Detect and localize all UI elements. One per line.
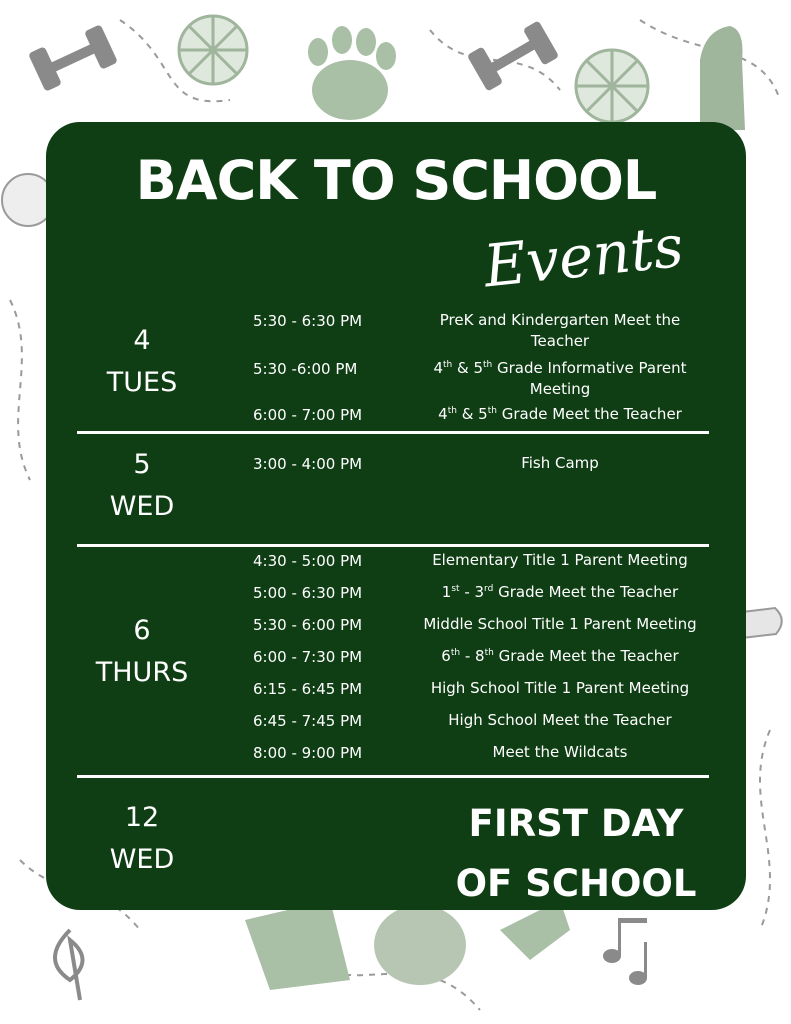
- event-time: 6:00 - 7:00 PM: [253, 406, 363, 424]
- page-subtitle: Events: [480, 211, 687, 301]
- event-time: 3:00 - 4:00 PM: [253, 455, 363, 473]
- treble-clef-icon: [55, 930, 83, 1000]
- event-name: High School Meet the Teacher: [448, 711, 672, 729]
- divider: [77, 775, 709, 778]
- event-time: 5:30 -6:00 PM: [253, 360, 358, 378]
- day-number: 12: [124, 802, 160, 833]
- event-name: Meet the Wildcats: [492, 743, 628, 761]
- dumbbell-icon: [467, 20, 560, 91]
- music-notes-icon: [603, 918, 647, 985]
- event-name: 1st - 3rd Grade Meet the Teacher: [441, 583, 679, 601]
- day-of-week: TUES: [106, 367, 178, 398]
- event-name: 4th & 5th Grade Meet the Teacher: [438, 405, 682, 423]
- divider: [77, 431, 709, 434]
- event-name: Elementary Title 1 Parent Meeting: [432, 551, 688, 569]
- event-name: Fish Camp: [521, 454, 599, 472]
- pom-pom-icon: [576, 50, 648, 122]
- event-name: 6th - 8th Grade Meet the Teacher: [441, 647, 679, 665]
- first-day-headline: [426, 794, 726, 914]
- event-time: 5:00 - 6:30 PM: [253, 584, 363, 602]
- megaphone-icon: [245, 900, 350, 990]
- first-day-line-2: OF SCHOOL: [455, 862, 697, 905]
- event-time: 4:30 - 5:00 PM: [253, 552, 363, 570]
- day-number: 6: [133, 615, 151, 646]
- pom-pom-icon: [179, 16, 247, 84]
- event-name: Middle School Title 1 Parent Meeting: [423, 615, 697, 633]
- events-card: [46, 122, 746, 910]
- football-cleat-icon: [742, 608, 782, 638]
- event-time: 6:45 - 7:45 PM: [253, 712, 363, 730]
- event-time: 6:00 - 7:30 PM: [253, 648, 363, 666]
- dumbbell-icon: [28, 24, 118, 92]
- event-time: 6:15 - 6:45 PM: [253, 680, 363, 698]
- wildcat-mascot-icon: [374, 905, 466, 985]
- event-name: PreK and Kindergarten Meet the Teacher: [439, 311, 681, 350]
- divider: [77, 544, 709, 547]
- day-of-week: WED: [109, 844, 175, 875]
- day-number: 5: [133, 449, 151, 480]
- day-number: 4: [133, 325, 151, 356]
- event-name: High School Title 1 Parent Meeting: [430, 679, 690, 697]
- first-day-line-1: FIRST DAY: [468, 802, 684, 845]
- event-time: 5:30 - 6:00 PM: [253, 616, 363, 634]
- day-of-week: THURS: [95, 657, 189, 688]
- paw-icon: [308, 26, 396, 120]
- event-name: 4th & 5th Grade Informative Parent Meeting: [433, 359, 687, 398]
- event-time: 8:00 - 9:00 PM: [253, 744, 363, 762]
- event-time: 5:30 - 6:30 PM: [253, 312, 363, 330]
- foam-finger-icon: [700, 26, 745, 130]
- day-of-week: WED: [109, 491, 175, 522]
- page-title: BACK TO SCHOOL: [135, 149, 657, 212]
